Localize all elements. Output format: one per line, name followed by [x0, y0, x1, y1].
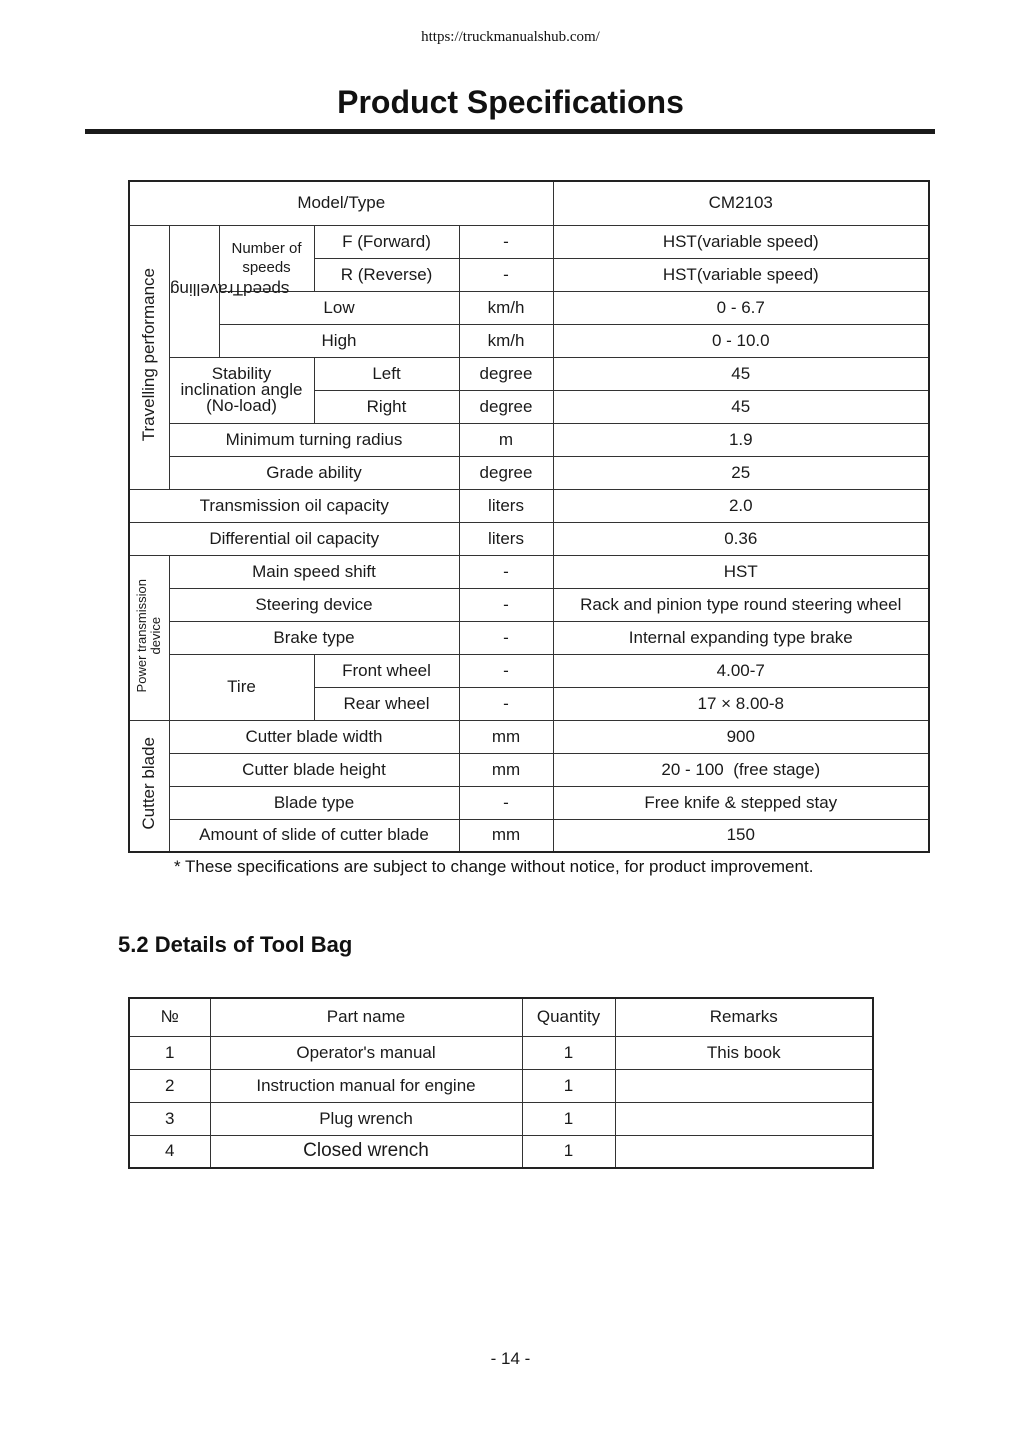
number-of-speeds-label: Number of speeds: [219, 225, 314, 291]
table-row: [129, 753, 929, 786]
table-row: [129, 423, 929, 456]
grade-value: 25: [553, 456, 929, 489]
main-speed-shift-label: Main speed shift: [169, 555, 459, 588]
grade-unit: degree: [459, 456, 553, 489]
table-header-row: [129, 998, 873, 1036]
transmission-oil-unit: liters: [459, 489, 553, 522]
row-number: 2: [129, 1069, 210, 1102]
spec-note: * These specifications are subject to change without notice, for product improvement.: [174, 857, 814, 876]
blade-width-unit: mm: [459, 720, 553, 753]
group-travelling-speed: Travelling speed: [169, 225, 219, 357]
turning-unit: m: [459, 423, 553, 456]
table-row: [129, 1036, 873, 1069]
table-row: [129, 1069, 873, 1102]
blade-height-value: 20 - 100 (free stage): [553, 753, 929, 786]
reverse-unit: -: [459, 258, 553, 291]
high-unit: km/h: [459, 324, 553, 357]
section-heading: 5.2 Details of Tool Bag: [118, 932, 353, 957]
part-name: Closed wrench: [210, 1135, 522, 1168]
forward-value: HST(variable speed): [553, 225, 929, 258]
steering-unit: -: [459, 588, 553, 621]
title-divider: [85, 129, 935, 134]
column-header: Remarks: [615, 998, 873, 1036]
low-label: Low: [219, 291, 459, 324]
brake-label: Brake type: [169, 621, 459, 654]
table-row: [129, 522, 929, 555]
remarks: This book: [615, 1036, 873, 1069]
right-unit: degree: [459, 390, 553, 423]
remarks: [615, 1102, 873, 1135]
table-row: [129, 588, 929, 621]
stability-label: Stability inclination angle (No-load): [169, 357, 314, 423]
blade-slide-unit: mm: [459, 819, 553, 852]
tool-bag-table: [128, 997, 874, 1169]
transmission-oil-label: Transmission oil capacity: [129, 489, 459, 522]
tire-label: Tire: [169, 654, 314, 720]
model-value: CM2103: [553, 181, 929, 225]
column-header: Quantity: [522, 998, 615, 1036]
left-value: 45: [553, 357, 929, 390]
forward-unit: -: [459, 225, 553, 258]
steering-label: Steering device: [169, 588, 459, 621]
table-row: [129, 456, 929, 489]
brake-value: Internal expanding type brake: [553, 621, 929, 654]
table-row: [129, 786, 929, 819]
part-name: Instruction manual for engine: [210, 1069, 522, 1102]
table-row: [129, 357, 929, 390]
grade-label: Grade ability: [169, 456, 459, 489]
column-header: №: [129, 998, 210, 1036]
differential-oil-value: 0.36: [553, 522, 929, 555]
blade-width-value: 900: [553, 720, 929, 753]
table-row: [129, 1102, 873, 1135]
row-number: 3: [129, 1102, 210, 1135]
right-value: 45: [553, 390, 929, 423]
page-title: Product Specifications: [337, 84, 684, 120]
table-row: [129, 489, 929, 522]
row-number: 4: [129, 1135, 210, 1168]
reverse-value: HST(variable speed): [553, 258, 929, 291]
table-row: [129, 720, 929, 753]
remarks: [615, 1135, 873, 1168]
quantity: 1: [522, 1036, 615, 1069]
left-unit: degree: [459, 357, 553, 390]
blade-width-label: Cutter blade width: [169, 720, 459, 753]
table-row: [129, 225, 929, 258]
blade-height-unit: mm: [459, 753, 553, 786]
blade-height-label: Cutter blade height: [169, 753, 459, 786]
header-url: https://truckmanualshub.com/: [421, 29, 600, 45]
brake-unit: -: [459, 621, 553, 654]
group-power-transmission: Power transmission device: [129, 555, 169, 720]
quantity: 1: [522, 1102, 615, 1135]
table-row: [129, 654, 929, 687]
turning-value: 1.9: [553, 423, 929, 456]
table-row: [129, 819, 929, 852]
differential-oil-unit: liters: [459, 522, 553, 555]
column-header: Part name: [210, 998, 522, 1036]
rear-wheel-unit: -: [459, 687, 553, 720]
page-number: - 14 -: [490, 1349, 531, 1368]
part-name: Plug wrench: [210, 1102, 522, 1135]
right-label: Right: [314, 390, 459, 423]
quantity: 1: [522, 1069, 615, 1102]
main-speed-shift-unit: -: [459, 555, 553, 588]
table-row: [129, 324, 929, 357]
front-wheel-label: Front wheel: [314, 654, 459, 687]
remarks: [615, 1069, 873, 1102]
main-speed-shift-value: HST: [553, 555, 929, 588]
low-unit: km/h: [459, 291, 553, 324]
front-wheel-unit: -: [459, 654, 553, 687]
table-row: [129, 1135, 873, 1168]
differential-oil-label: Differential oil capacity: [129, 522, 459, 555]
group-cutter-blade: Cutter blade: [129, 720, 169, 852]
turning-label: Minimum turning radius: [169, 423, 459, 456]
table-row: [129, 621, 929, 654]
blade-slide-label: Amount of slide of cutter blade: [169, 819, 459, 852]
rear-wheel-value: 17 × 8.00-8: [553, 687, 929, 720]
model-label: Model/Type: [129, 181, 553, 225]
part-name: Operator's manual: [210, 1036, 522, 1069]
quantity: 1: [522, 1135, 615, 1168]
steering-value: Rack and pinion type round steering wheel: [553, 588, 929, 621]
table-row: [129, 181, 929, 225]
rear-wheel-label: Rear wheel: [314, 687, 459, 720]
group-travelling-performance: Travelling performance: [129, 225, 169, 489]
reverse-label: R (Reverse): [314, 258, 459, 291]
blade-type-label: Blade type: [169, 786, 459, 819]
row-number: 1: [129, 1036, 210, 1069]
high-value: 0 - 10.0: [553, 324, 929, 357]
blade-type-unit: -: [459, 786, 553, 819]
left-label: Left: [314, 357, 459, 390]
blade-type-value: Free knife & stepped stay: [553, 786, 929, 819]
blade-slide-value: 150: [553, 819, 929, 852]
spec-table: [128, 180, 930, 853]
front-wheel-value: 4.00-7: [553, 654, 929, 687]
low-value: 0 - 6.7: [553, 291, 929, 324]
transmission-oil-value: 2.0: [553, 489, 929, 522]
forward-label: F (Forward): [314, 225, 459, 258]
high-label: High: [219, 324, 459, 357]
table-row: [129, 555, 929, 588]
